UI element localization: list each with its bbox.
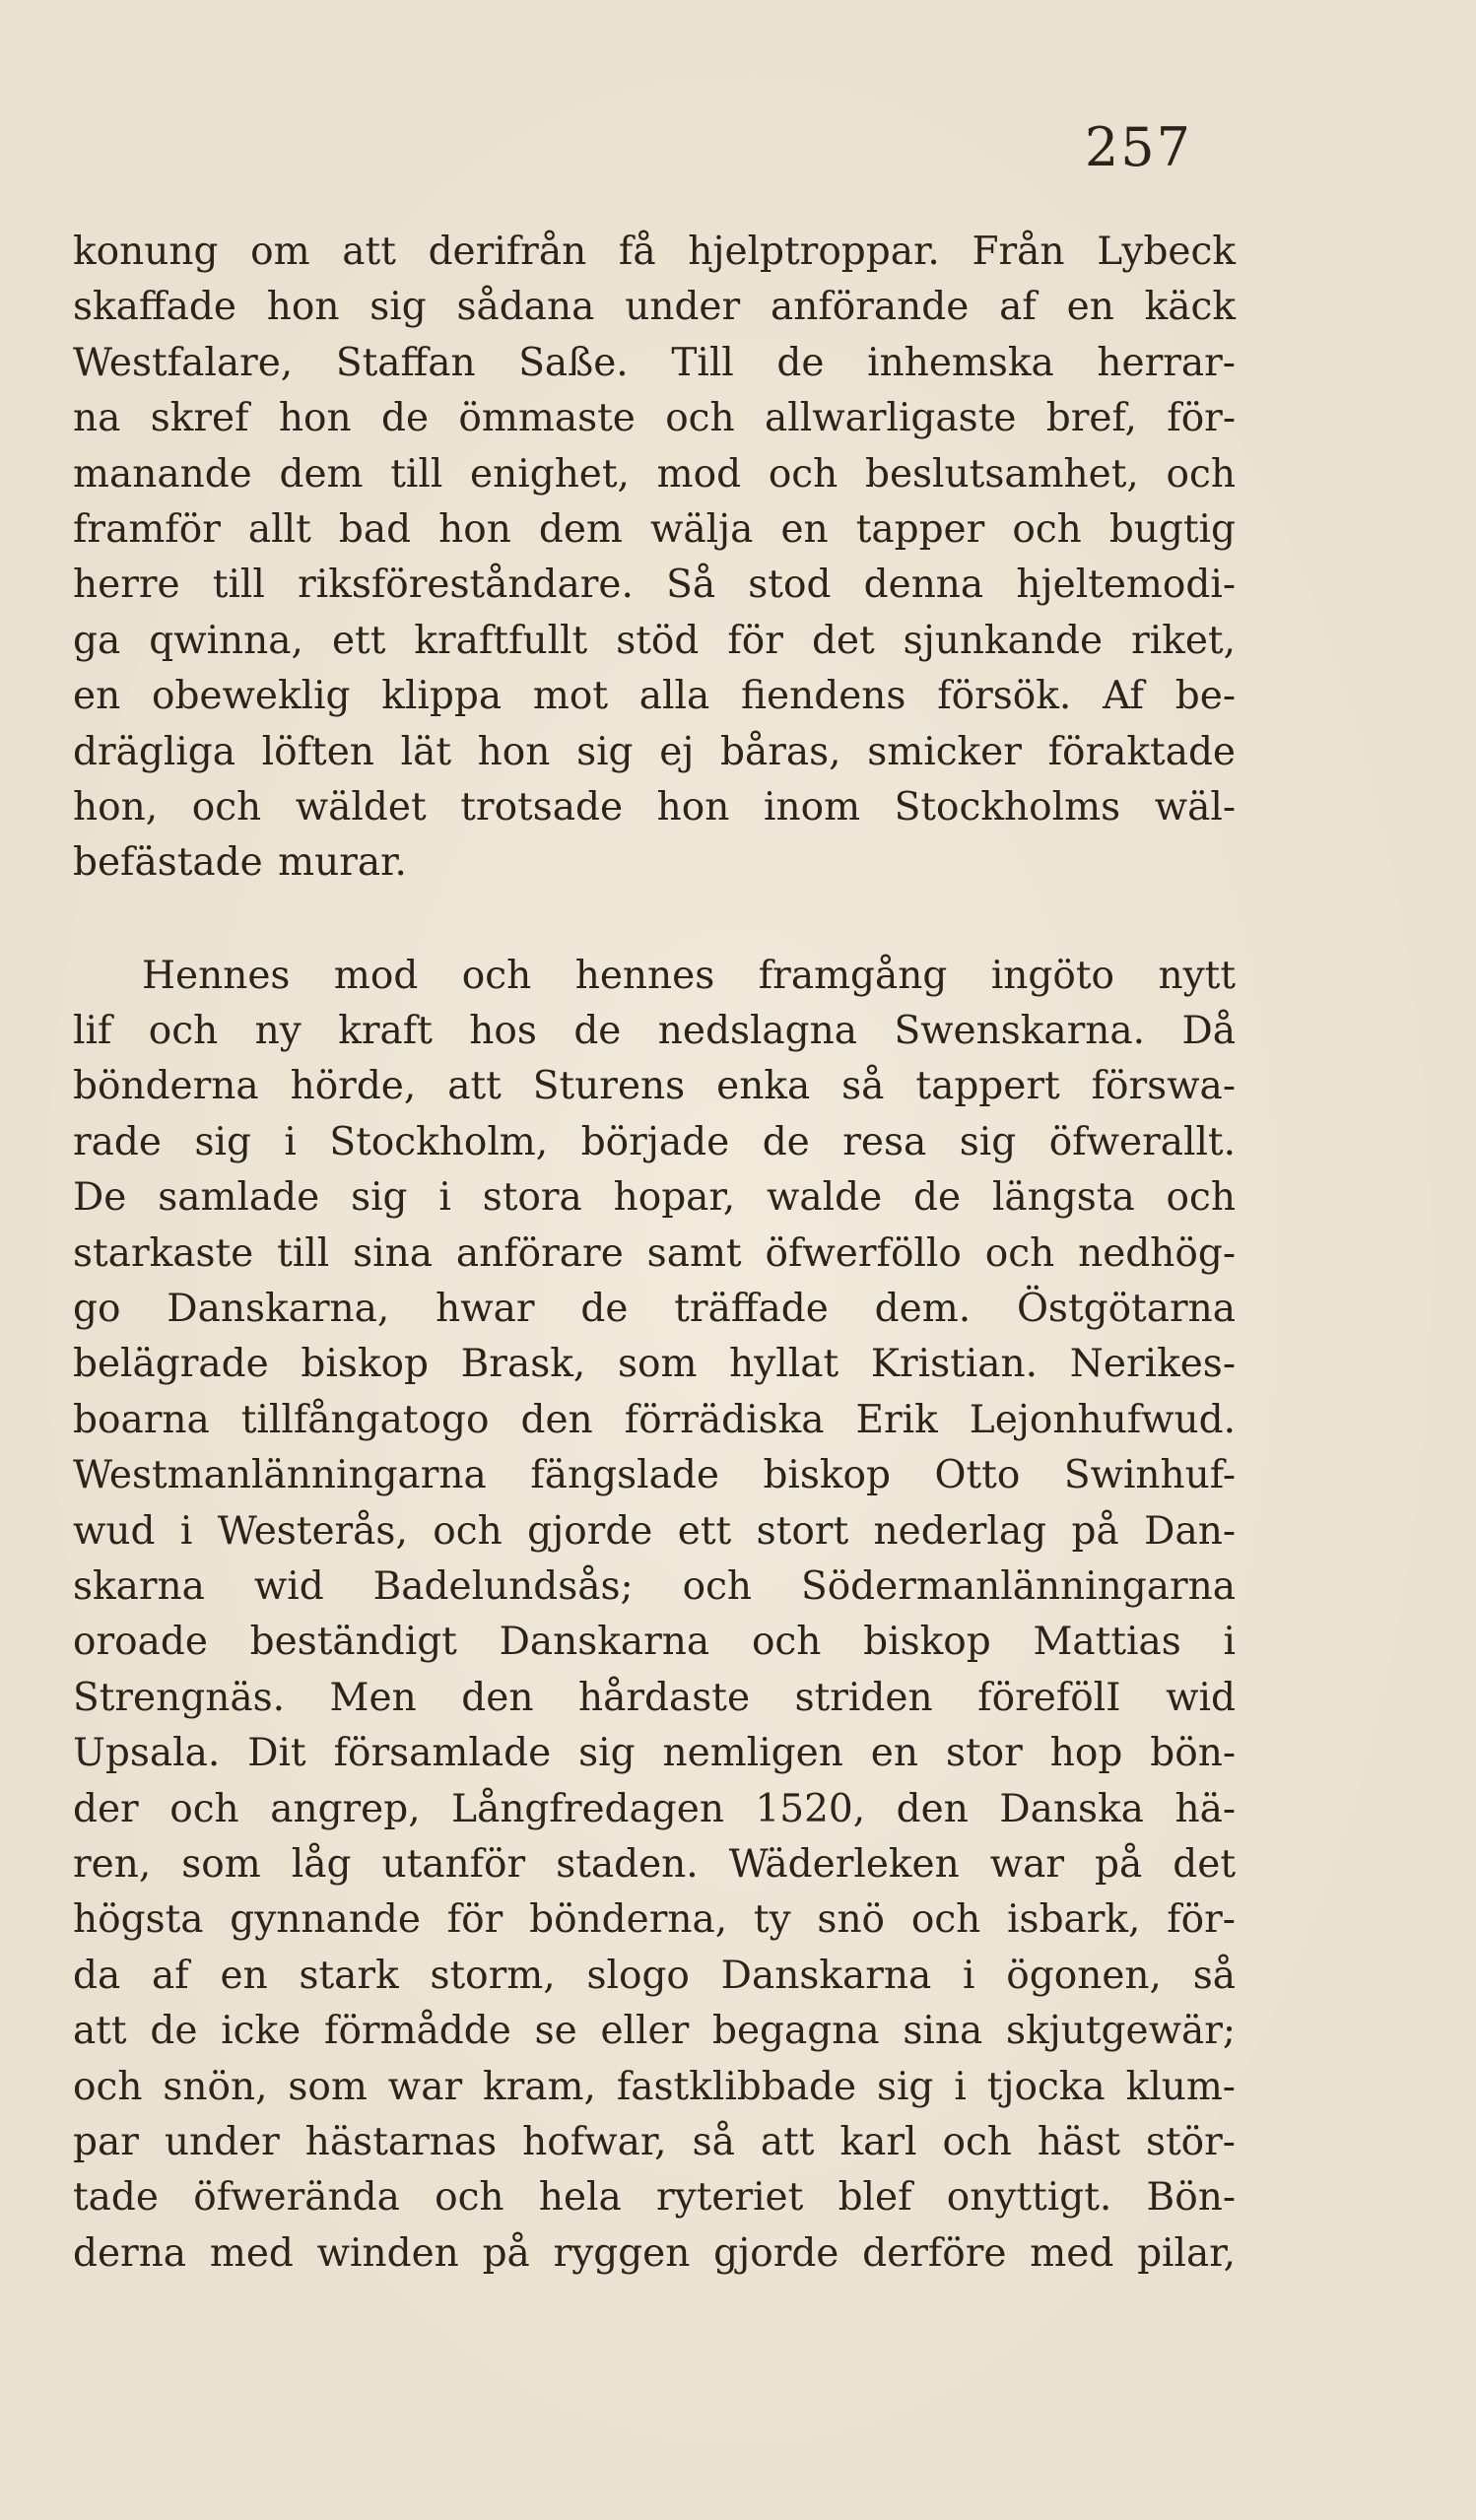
text-line: herre till riksföreståndare. Så stod denna hjeltemodi- xyxy=(73,563,1236,608)
text-line: ren, som låg utanför staden. Wäderleken war på det xyxy=(73,1841,1236,1887)
paragraph-2 xyxy=(73,949,1236,2282)
text-line: boarna tillfångatogo den förrädiska Erik Lejonhufwud. xyxy=(73,1397,1236,1442)
text-line: en obeweklig klippa mot alla fiendens försök. Af be- xyxy=(73,674,1236,719)
text-line: Hennes mod och hennes framgång ingöto nytt xyxy=(142,953,1236,998)
text-line: rade sig i Stockholm, började de resa sig öfwerallt. xyxy=(73,1119,1236,1164)
text-line: drägliga löften lät hon sig ej båras, smicker föraktade xyxy=(73,729,1236,774)
text-line: tade öfwerända och hela ryteriet blef onyttigt. Bön- xyxy=(73,2175,1236,2221)
text-line: Westfalare, Staffan Saße. Till de inhemska herrar- xyxy=(73,340,1236,385)
text-line: framför allt bad hon dem wälja en tapper och bugtig xyxy=(73,506,1236,552)
text-line: högsta gynnande för bönderna, ty snö och isbark, för- xyxy=(73,1897,1236,1943)
text-line: skaffade hon sig sådana under anförande af en käck xyxy=(73,285,1236,330)
body-text xyxy=(73,225,1236,2282)
text-line: skarna wid Badelundsås; och Södermanlänningarna xyxy=(73,1563,1236,1609)
text-line: belägrade biskop Brask, som hyllat Kristian. Nerikes- xyxy=(73,1342,1236,1387)
text-line: Upsala. Dit församlade sig nemligen en stor hop bön- xyxy=(73,1731,1236,1776)
text-line: na skref hon de ömmaste och allwarligaste bref, för- xyxy=(73,396,1236,441)
text-line: bönderna hörde, att Sturens enka så tappert förswa- xyxy=(73,1064,1236,1109)
page-number: 257 xyxy=(1084,116,1192,178)
text-line: Westmanlänningarna fängslade biskop Otto Swinhuf- xyxy=(73,1453,1236,1498)
text-line: och snön, som war kram, fastklibbade sig i tjocka klum- xyxy=(73,2064,1236,2109)
text-line: lif och ny kraft hos de nedslagna Swenskarna. Då xyxy=(73,1009,1236,1054)
text-line: ga qwinna, ett kraftfullt stöd för det sjunkande riket, xyxy=(73,618,1236,663)
text-line: go Danskarna, hwar de träffade dem. Östgötarna xyxy=(73,1287,1236,1332)
text-line: da af en stark storm, slogo Danskarna i ögonen, så xyxy=(73,1953,1236,1998)
text-line: wud i Westerås, och gjorde ett stort nederlag på Dan- xyxy=(73,1508,1236,1554)
text-line: starkaste till sina anförare samt öfwerföllo och nedhög- xyxy=(73,1230,1236,1276)
text-line: manande dem till enighet, mod och beslutsamhet, och xyxy=(73,451,1236,497)
text-line: att de icke förmådde se eller begagna sina skjutgewär; xyxy=(73,2009,1236,2054)
text-line: oroade beständigt Danskarna och biskop Mattias i xyxy=(73,1620,1236,1665)
text-line: derna med winden på ryggen gjorde derföre med pilar, xyxy=(73,2230,1236,2276)
text-line: der och angrep, Långfredagen 1520, den Danska hä- xyxy=(73,1786,1236,1831)
text-line: befästade murar. xyxy=(73,840,407,886)
text-line: Strengnäs. Men den hårdaste striden förefölI wid xyxy=(73,1675,1236,1720)
text-line: par under hästarnas hofwar, så att karl och häst stör- xyxy=(73,2119,1236,2164)
text-line: hon, och wäldet trotsade hon inom Stockholms wäl- xyxy=(73,784,1236,829)
text-line: De samlade sig i stora hopar, walde de längsta och xyxy=(73,1175,1236,1221)
paragraph-1 xyxy=(73,225,1236,892)
text-line: konung om att derifrån få hjelptroppar. Från Lybeck xyxy=(73,230,1236,274)
paragraph-gap xyxy=(73,892,1236,949)
